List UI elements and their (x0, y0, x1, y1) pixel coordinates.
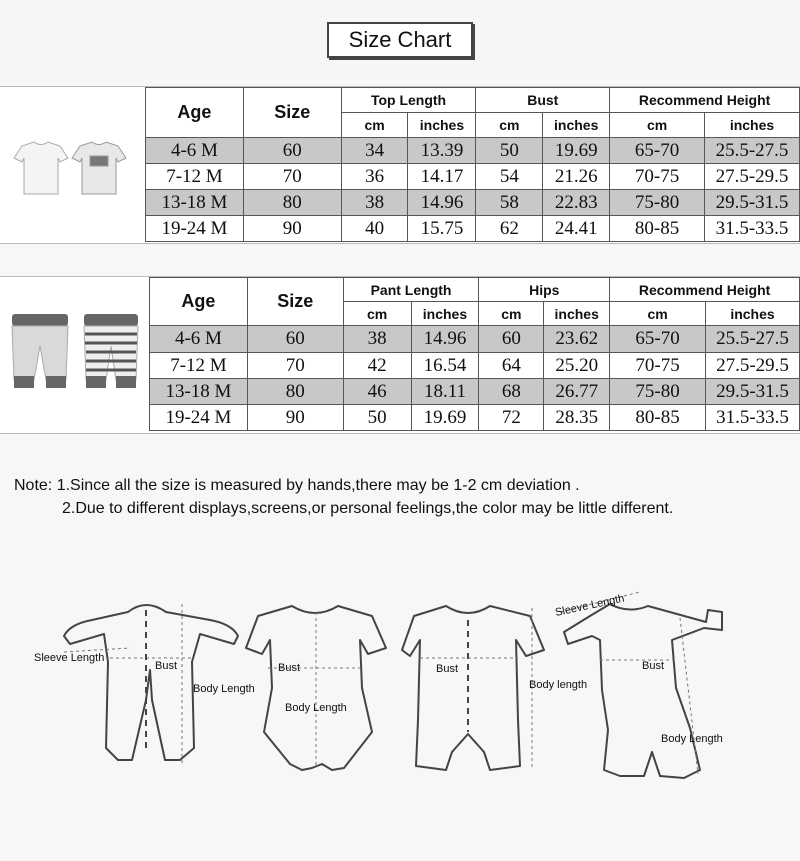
header-pant-length: Pant Length (343, 278, 479, 302)
subheader-cm: cm (476, 113, 543, 138)
header-hips: Hips (479, 278, 610, 302)
cell: 72 (479, 405, 544, 431)
romper-short-sleeve-outline (402, 606, 544, 770)
table-row (150, 326, 800, 353)
page-title: Size Chart (327, 22, 473, 58)
header-bust: Bust (476, 88, 610, 113)
cell: 58 (476, 190, 543, 216)
cell: 70-75 (610, 353, 706, 379)
header-top-length: Top Length (341, 88, 476, 113)
cell: 25.5-27.5 (704, 138, 799, 164)
cell: 27.5-29.5 (704, 164, 799, 190)
pants-icon (12, 314, 68, 388)
cell: 13-18 M (146, 190, 244, 216)
header-size: Size (243, 88, 341, 138)
cell: 36 (341, 164, 408, 190)
cell: 80-85 (610, 216, 705, 242)
pants-icon (84, 314, 138, 388)
cell: 29.5-31.5 (704, 190, 799, 216)
cell: 70 (247, 353, 343, 379)
header-recommend-height: Recommend Height (610, 88, 800, 113)
t-shirt-photos (4, 138, 144, 198)
cell: 14.17 (408, 164, 476, 190)
cell: 31.5-33.5 (706, 405, 800, 431)
cell: 80 (243, 190, 341, 216)
cell: 80 (247, 379, 343, 405)
cell: 14.96 (411, 326, 479, 353)
subheader-inches: inches (706, 302, 800, 326)
label-bust: Bust (155, 660, 178, 672)
cell: 19-24 M (146, 216, 244, 242)
table-row (146, 138, 800, 164)
table-row (150, 405, 800, 431)
cell: 42 (343, 353, 411, 379)
label-sleeve-length: Sleeve Length (554, 592, 626, 619)
cell: 50 (476, 138, 543, 164)
cell: 60 (243, 138, 341, 164)
cell: 22.83 (543, 190, 610, 216)
cell: 28.35 (544, 405, 610, 431)
cell: 75-80 (610, 190, 705, 216)
cell: 70-75 (610, 164, 705, 190)
cell: 7-12 M (146, 164, 244, 190)
cell: 70 (243, 164, 341, 190)
label-bust: Bust (642, 660, 665, 672)
header-size: Size (247, 278, 343, 326)
cell: 38 (343, 326, 411, 353)
label-bust: Bust (436, 663, 459, 675)
cell: 24.41 (543, 216, 610, 242)
cell: 14.96 (408, 190, 476, 216)
cell: 80-85 (610, 405, 706, 431)
cell: 60 (479, 326, 544, 353)
header-age: Age (150, 278, 248, 326)
cell: 90 (243, 216, 341, 242)
cell: 19.69 (411, 405, 479, 431)
label-sleeve-length: Sleeve Length (34, 652, 105, 664)
cell: 46 (343, 379, 411, 405)
note-line-1: Note: 1.Since all the size is measured by hands,there may be 1-2 cm deviation . (14, 477, 580, 494)
cell: 23.62 (544, 326, 610, 353)
table-row (150, 353, 800, 379)
label-body-length: Body Length (285, 702, 347, 714)
measurement-diagram (0, 520, 800, 815)
cell: 13-18 M (150, 379, 248, 405)
cell: 27.5-29.5 (706, 353, 800, 379)
subheader-inches: inches (704, 113, 799, 138)
subheader-cm: cm (479, 302, 544, 326)
subheader-cm: cm (610, 113, 705, 138)
label-body-length: Body length (529, 679, 588, 691)
cell: 40 (341, 216, 408, 242)
table-row (146, 164, 800, 190)
cell: 7-12 M (150, 353, 248, 379)
cell: 50 (343, 405, 411, 431)
pants-photos (6, 310, 144, 396)
cell: 19.69 (543, 138, 610, 164)
cell: 21.26 (543, 164, 610, 190)
cell: 34 (341, 138, 408, 164)
cell: 29.5-31.5 (706, 379, 800, 405)
subheader-cm: cm (610, 302, 706, 326)
cell: 13.39 (408, 138, 476, 164)
cell: 54 (476, 164, 543, 190)
tshirt-icon (14, 142, 68, 194)
header-age: Age (146, 88, 244, 138)
cell: 19-24 M (150, 405, 248, 431)
cell: 60 (247, 326, 343, 353)
cell: 62 (476, 216, 543, 242)
cell: 25.20 (544, 353, 610, 379)
label-bust: Bust (278, 662, 301, 674)
note-line-2: 2.Due to different displays,screens,or personal feelings,the color may be little different. (62, 500, 674, 517)
cell: 25.5-27.5 (706, 326, 800, 353)
cell: 90 (247, 405, 343, 431)
subheader-cm: cm (341, 113, 408, 138)
table-row (150, 379, 800, 405)
cell: 38 (341, 190, 408, 216)
cell: 68 (479, 379, 544, 405)
cell: 15.75 (408, 216, 476, 242)
subheader-inches: inches (408, 113, 476, 138)
table-row (146, 190, 800, 216)
cell: 4-6 M (146, 138, 244, 164)
cell: 75-80 (610, 379, 706, 405)
subheader-inches: inches (544, 302, 610, 326)
subheader-inches: inches (411, 302, 479, 326)
table-row (146, 216, 800, 242)
top-size-table (145, 87, 800, 242)
header-recommend-height: Recommend Height (610, 278, 800, 302)
label-body-length: Body Length (661, 733, 723, 745)
pant-size-table (149, 277, 800, 431)
subheader-cm: cm (343, 302, 411, 326)
tshirt-icon (72, 142, 126, 194)
subheader-inches: inches (543, 113, 610, 138)
cell: 16.54 (411, 353, 479, 379)
cell: 4-6 M (150, 326, 248, 353)
cell: 65-70 (610, 326, 706, 353)
cell: 65-70 (610, 138, 705, 164)
cell: 26.77 (544, 379, 610, 405)
label-body-length: Body Length (193, 683, 255, 695)
cell: 64 (479, 353, 544, 379)
cell: 18.11 (411, 379, 479, 405)
cell: 31.5-33.5 (704, 216, 799, 242)
romper-kimono-outline (564, 604, 722, 778)
